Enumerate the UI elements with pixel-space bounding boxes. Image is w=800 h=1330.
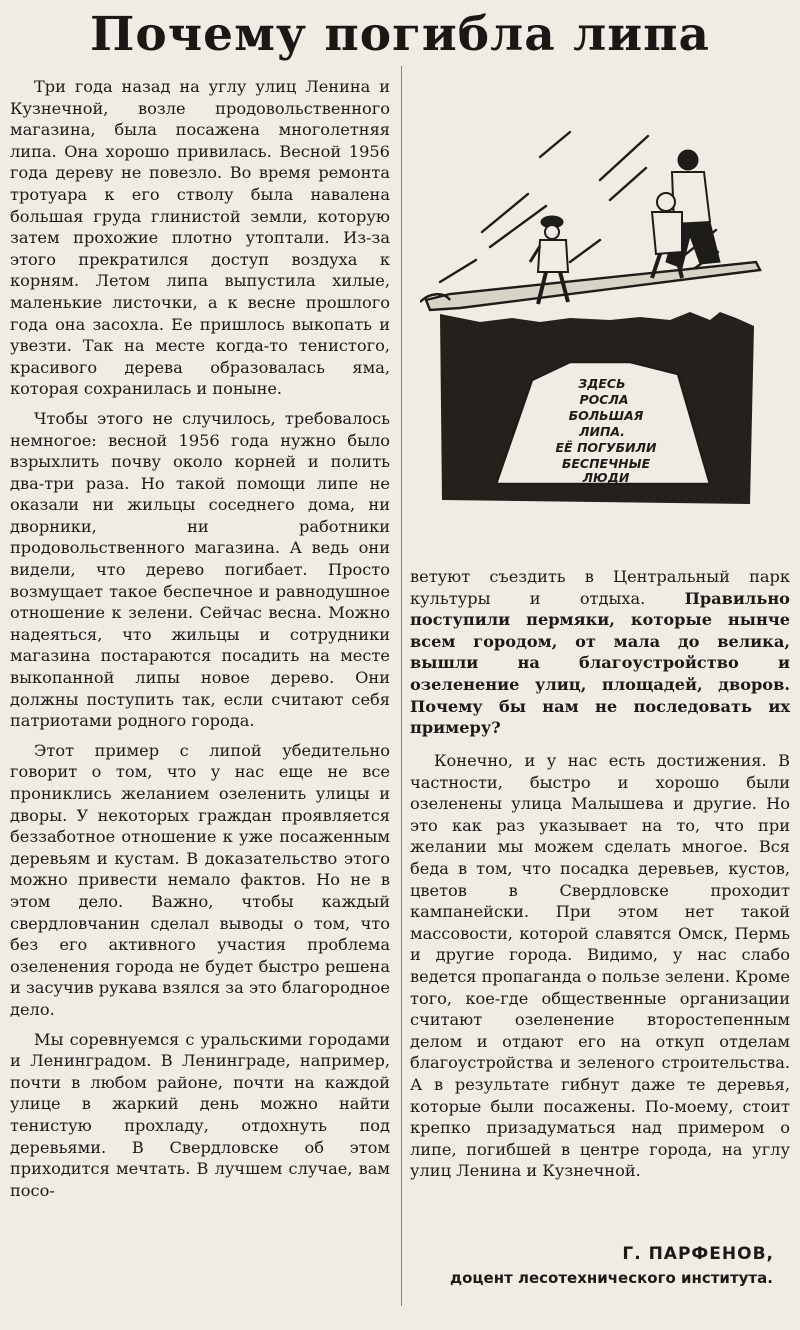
author-name: Г. ПАРФЕНОВ, — [622, 1244, 774, 1264]
article-headline: Почему погибла липа — [90, 7, 710, 62]
sign-line-7: ЛЮДИ — [582, 470, 630, 485]
paragraph-5-bold: Правильно поступили пермяки, которые нынче всем городом, от мала до велика, вышли на благоустройство и озеленение улиц, площадей, дворов. Почему бы нам не последовать их примеру? — [410, 588, 790, 738]
sidewalk-plank — [426, 262, 760, 310]
right-column — [410, 566, 790, 747]
left-column — [10, 76, 390, 1209]
right-column-lower — [410, 750, 790, 1190]
paragraph-3: Этот пример с липой убедительно говорит о том, что у нас еще не все прониклись желанием озеленить улицы и дворы. У некоторых граждан проявляется беззаботное отношение к уже посаженным деревьям и кустам. В доказательство этого можно привести немало фактов. Но не в этом дело. Важно, чтобы каждый свердловчанин сделал выводы о том, что без его активного участия проблема озеленения города не будет быстро решена и засучив рукава взялся за это благородное дело. — [10, 740, 390, 1019]
sign-line-1: ЗДЕСЬ — [578, 376, 626, 391]
paragraph-5-plain: ветуют съездить в Центральный парк культуры и отдыха. — [410, 567, 790, 608]
paragraph-1: Три года назад на углу улиц Ленина и Кузнечной, возле продовольственного магазина, была посажена многолетняя липа. Она хорошо привилась. Весной 1956 года дереву не повезло. Во время ремонта тротуара к его стволу была навалена большая груда глинистой земли, которую затем прохожие плотно утоптали. Из-за этого прекратился доступ воздуха к корням. Летом липа выпустила хилые, маленькие листочки, а к весне прошлого года она засохла. Ее пришлось выкопать и увезти. Так на месте когда-то тенистого, красивого дерева образовалась яма, которая сохранилась и поныне. — [10, 77, 390, 399]
sign-line-6: БЕСПЕЧНЫЕ — [561, 456, 651, 471]
sign-line-3: БОЛЬШАЯ — [568, 408, 644, 423]
paragraph-5-continued — [410, 566, 790, 739]
sign-line-5: ЕЁ ПОГУБИЛИ — [555, 440, 657, 455]
sign-line-4: ЛИПА. — [579, 424, 625, 439]
paragraph-4: Мы соревнуемся с уральскими городами и Ленинградом. В Ленинграде, например, почти в любом районе, почти на каждой улице в жаркий день можно найти тенистую прохладу, отдохнуть под деревьями. В Свердловске об этом приходится мечтать. В лучшем случае, вам посо- — [10, 1029, 390, 1200]
column-divider — [401, 66, 402, 1306]
sign-line-2: РОСЛА — [579, 392, 629, 407]
paragraph-2: Чтобы этого не случилось, требовалось немногое: весной 1956 года нужно было взрыхлить почву около корней и полить два-три раза. Но такой помощи липе не оказали ни жильцы соседнего дома, ни дворники, ни работники продовольственного магазина. А ведь они видели, что дерево погибает. Просто возмущает такое беспечное и равнодушное отношение к зелени. Сейчас весна. Можно надеяться, что жильцы и сотрудники магазина постараются посадить на месте выкопанной липы новое дерево. Они должны поступить так, если считают себя патриотами родного города. — [10, 408, 390, 731]
author-signature — [410, 1244, 790, 1289]
cartoon-illustration — [420, 112, 790, 512]
standing-men-figures — [652, 150, 720, 278]
author-title: доцент лесотехнического института. — [450, 1269, 773, 1287]
paragraph-6: Конечно, и у нас есть достижения. В частности, быстро и хорошо были озеленены улица Малышева и другие. Но это как раз указывает на то, что при желании мы можем сделать многое. Вся беда в том, что посадка деревьев, кустов, цветов в Свердловске проходит кампанейски. При этом нет такой массовости, которой славятся Омск, Пермь и другие города. Видимо, у нас слабо ведется пропаганда о пользе зелени. Кроме того, кое-где общественные организации считают озеленение второстепенным делом и отдают его на откуп отделам благоустройства и зеленого строительства. А в результате гибнут даже те деревья, которые были посажены. По-моему, стоит крепко призадуматься над примером о липе, погибшей в центре города, на углу улиц Ленина и Кузнечной. — [410, 751, 790, 1181]
